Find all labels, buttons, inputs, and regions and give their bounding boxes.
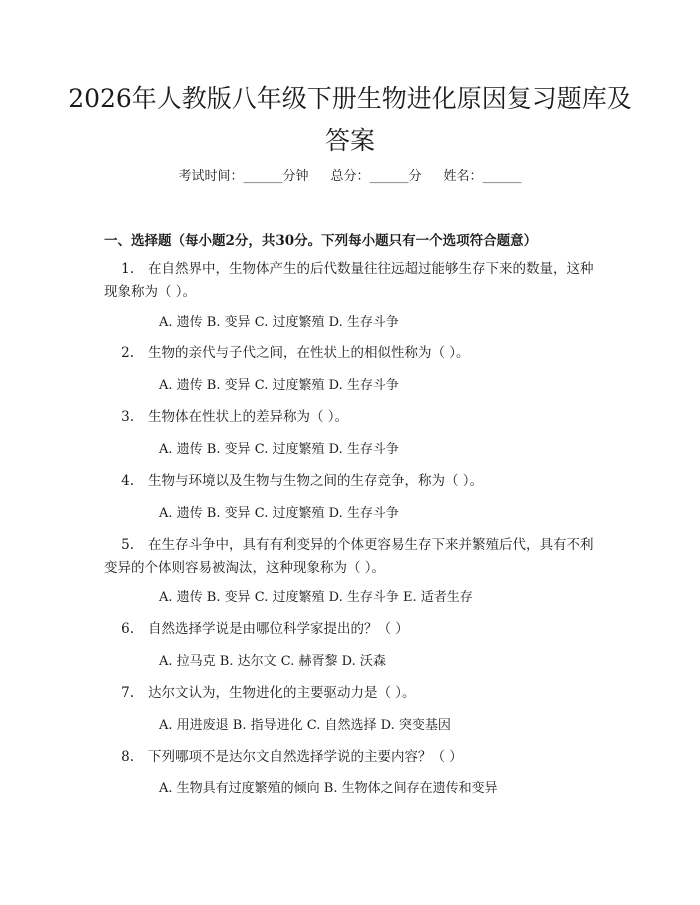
question-number: 5. bbox=[121, 537, 134, 553]
question-text: 自然选择学说是由哪位科学家提出的？（ ） bbox=[148, 621, 409, 637]
question-text: 在生存斗争中，具有有利变异的个体更容易生存下来并繁殖后代，具有不利变异的个体则容易被淘汰，这种现象称为（ ）。 bbox=[104, 537, 594, 576]
question-text: 生物与环境以及生物与生物之间的生存竞争，称为（ ）。 bbox=[148, 473, 484, 489]
question-1 bbox=[104, 258, 604, 304]
question-1-options: A. 遗传 B. 变异 C. 过度繁殖 D. 生存斗争 bbox=[159, 315, 399, 330]
question-3-options: A. 遗传 B. 变异 C. 过度繁殖 D. 生存斗争 bbox=[159, 442, 399, 457]
question-8-options: A. 生物具有过度繁殖的倾向 B. 生物体之间存在遗传和变异 bbox=[159, 781, 498, 796]
question-text: 下列哪项不是达尔文自然选择学说的主要内容？（ ） bbox=[148, 749, 463, 765]
question-2 bbox=[104, 342, 604, 365]
question-6-options: A. 拉马克 B. 达尔文 C. 赫胥黎 D. 沃森 bbox=[159, 654, 386, 669]
question-text: 生物体在性状上的差异称为（ ）。 bbox=[148, 409, 349, 425]
exam-time-field: 考试时间：______分钟 bbox=[178, 169, 309, 184]
question-text: 生物的亲代与子代之间，在性状上的相似性称为（ ）。 bbox=[148, 345, 470, 361]
question-number: 3. bbox=[121, 409, 134, 425]
question-number: 8. bbox=[121, 749, 134, 765]
question-6 bbox=[104, 618, 604, 641]
question-number: 1. bbox=[121, 261, 134, 277]
question-number: 2. bbox=[121, 345, 134, 361]
question-3 bbox=[104, 406, 604, 429]
question-4 bbox=[104, 470, 604, 493]
question-4-options: A. 遗传 B. 变异 C. 过度繁殖 D. 生存斗争 bbox=[159, 506, 399, 521]
question-number: 4. bbox=[121, 473, 134, 489]
question-5 bbox=[104, 534, 604, 580]
question-2-options: A. 遗传 B. 变异 C. 过度繁殖 D. 生存斗争 bbox=[159, 378, 399, 393]
exam-info bbox=[0, 168, 700, 186]
question-7-options: A. 用进废退 B. 指导进化 C. 自然选择 D. 突变基因 bbox=[159, 718, 451, 733]
page-title: 2026年人教版八年级下册生物进化原因复习题库及答案 bbox=[68, 84, 632, 155]
question-number: 7. bbox=[121, 685, 134, 701]
question-5-options: A. 遗传 B. 变异 C. 过度繁殖 D. 生存斗争 E. 适者生存 bbox=[159, 590, 473, 605]
question-8 bbox=[104, 746, 604, 769]
name-field: 姓名：______ bbox=[443, 169, 522, 184]
section-heading: 一、选择题（每小题2分，共30分。下列每小题只有一个选项符合题意） bbox=[104, 233, 538, 249]
question-7 bbox=[104, 682, 604, 705]
question-text: 在自然界中，生物体产生的后代数量往往远超过能够生存下来的数量，这种现象称为（ ）。 bbox=[104, 261, 594, 300]
question-text: 达尔文认为，生物进化的主要驱动力是（ ）。 bbox=[148, 685, 416, 701]
question-number: 6. bbox=[121, 621, 134, 637]
total-score-field: 总分：______分 bbox=[330, 169, 422, 184]
